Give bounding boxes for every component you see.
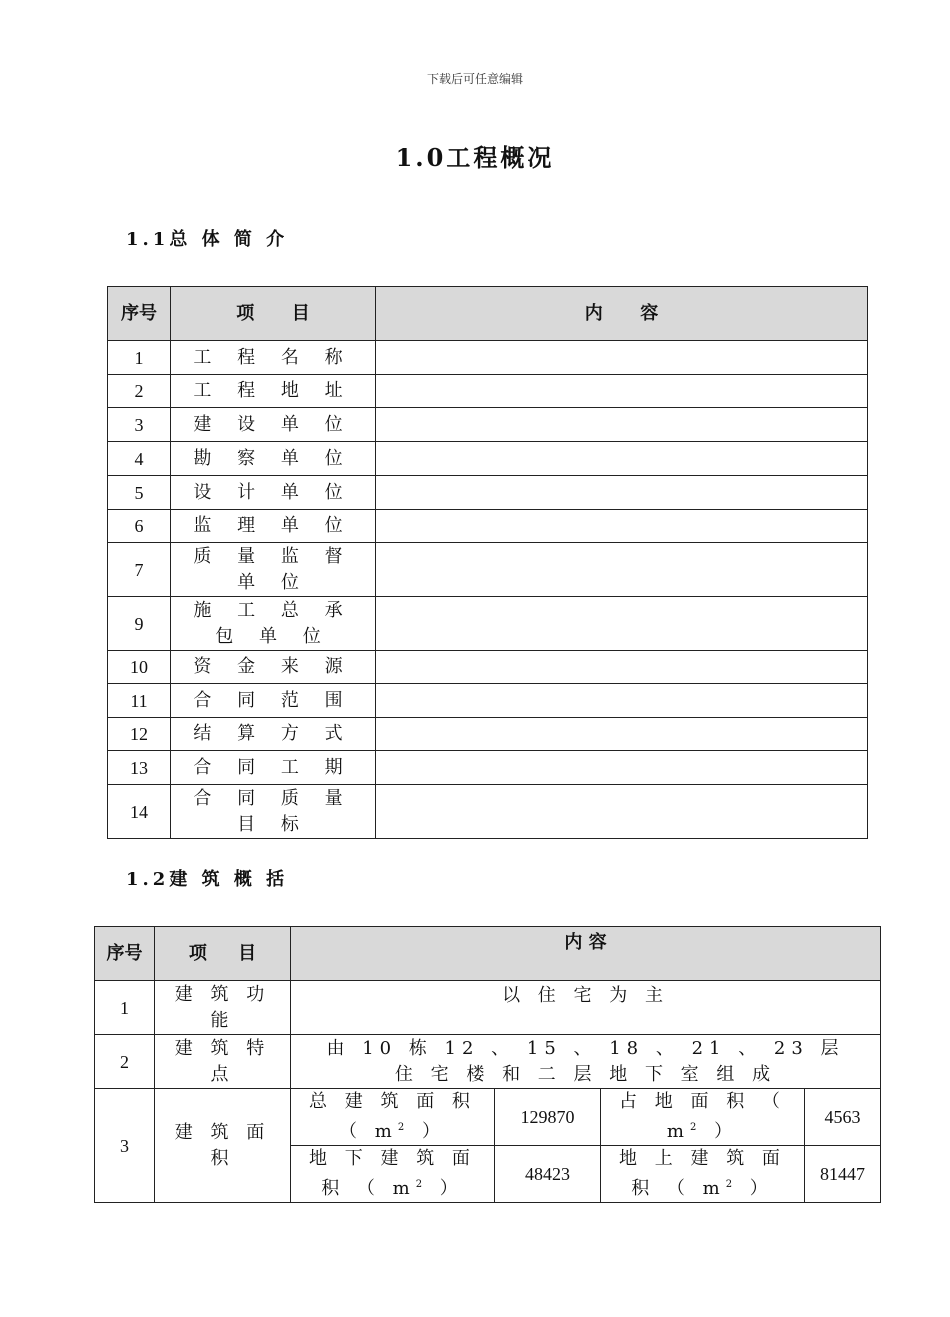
table-header-row — [95, 927, 881, 981]
row-content — [376, 543, 868, 597]
row-no: 12 — [108, 718, 171, 751]
table-row — [108, 597, 868, 651]
row-no: 2 — [108, 375, 171, 408]
row-item: 建 筑 特 点 — [155, 1035, 291, 1089]
overview-table — [107, 286, 868, 839]
row-item: 施 工 总 承 包 单 位 — [171, 597, 376, 651]
table-row — [108, 684, 868, 718]
table-row — [95, 981, 881, 1035]
row-no: 4 — [108, 442, 171, 476]
table-row — [95, 1035, 881, 1089]
row-content — [376, 375, 868, 408]
building-table — [94, 926, 881, 1203]
table-row — [108, 785, 868, 839]
row-no: 7 — [108, 543, 171, 597]
table-row — [108, 718, 868, 751]
total-area-label: 总 建 筑 面 积 （ $m^2$ ） — [291, 1089, 495, 1146]
row-item: 监 理 单 位 — [171, 510, 376, 543]
row-no: 9 — [108, 597, 171, 651]
row-content — [376, 341, 868, 375]
underground-area-value: 48423 — [495, 1146, 601, 1203]
row-no: 11 — [108, 684, 171, 718]
table-row — [108, 543, 868, 597]
row-content — [376, 785, 868, 839]
header-content: 内 容 — [376, 287, 868, 341]
table-header-row — [108, 287, 868, 341]
row-item: 设 计 单 位 — [171, 476, 376, 510]
row-no: 5 — [108, 476, 171, 510]
row-no: 14 — [108, 785, 171, 839]
header-item: 项 目 — [171, 287, 376, 341]
table-row — [108, 408, 868, 442]
aboveground-area-value: 81447 — [805, 1146, 881, 1203]
header-note: 下载后可任意编辑 — [426, 72, 523, 86]
row-item: 建 设 单 位 — [171, 408, 376, 442]
row-item: 建 筑 功 能 — [155, 981, 291, 1035]
row-no: 10 — [108, 651, 171, 684]
section-title-building: 1.2建 筑 概 括 — [126, 869, 289, 890]
table-row — [108, 375, 868, 408]
row-item: 资 金 来 源 — [171, 651, 376, 684]
row-no: 1 — [95, 981, 155, 1035]
header-no: 序号 — [95, 927, 155, 981]
aboveground-area-label: 地 上 建 筑 面 积 （ $m^2$ ） — [601, 1146, 805, 1203]
row-content — [376, 510, 868, 543]
row-no: 1 — [108, 341, 171, 375]
row-item: 建 筑 面 积 — [155, 1089, 291, 1203]
row-no: 2 — [95, 1035, 155, 1089]
row-content — [376, 476, 868, 510]
underground-area-label: 地 下 建 筑 面 积 （ $m^2$ ） — [291, 1146, 495, 1203]
row-item: 合 同 范 围 — [171, 684, 376, 718]
footprint-area-label: 占 地 面 积 （ $m^2$ ） — [601, 1089, 805, 1146]
row-no: 3 — [95, 1089, 155, 1203]
table-row — [108, 751, 868, 785]
row-content — [376, 651, 868, 684]
row-content: 以 住 宅 为 主 — [291, 981, 881, 1035]
table-row — [108, 510, 868, 543]
row-item: 工 程 名 称 — [171, 341, 376, 375]
row-item: 结 算 方 式 — [171, 718, 376, 751]
total-area-value: 129870 — [495, 1089, 601, 1146]
row-item: 工 程 地 址 — [171, 375, 376, 408]
row-item: 合 同 工 期 — [171, 751, 376, 785]
header-item: 项 目 — [155, 927, 291, 981]
row-content — [376, 684, 868, 718]
table-row — [108, 442, 868, 476]
table-row — [108, 651, 868, 684]
table-row — [95, 1089, 881, 1146]
row-item: 质 量 监 督 单 位 — [171, 543, 376, 597]
row-item: 合 同 质 量 目 标 — [171, 785, 376, 839]
row-content — [376, 442, 868, 476]
header-content: 内 容 — [291, 927, 881, 981]
row-no: 6 — [108, 510, 171, 543]
row-no: 3 — [108, 408, 171, 442]
footprint-area-value: 4563 — [805, 1089, 881, 1146]
row-content — [376, 718, 868, 751]
row-item: 勘 察 单 位 — [171, 442, 376, 476]
row-content: 由 10 栋 12 、 15 、 18 、 21 、 23 层 住 宅 楼 和 二 层 地 下 室 组 成 — [291, 1035, 881, 1089]
table-row — [108, 341, 868, 375]
header-no: 序号 — [108, 287, 171, 341]
row-content — [376, 408, 868, 442]
page-title: 1.0工程概况 — [395, 143, 555, 172]
row-content — [376, 597, 868, 651]
row-no: 13 — [108, 751, 171, 785]
row-content — [376, 751, 868, 785]
table-row — [108, 476, 868, 510]
section-title-overview: 1.1总 体 简 介 — [126, 229, 289, 250]
